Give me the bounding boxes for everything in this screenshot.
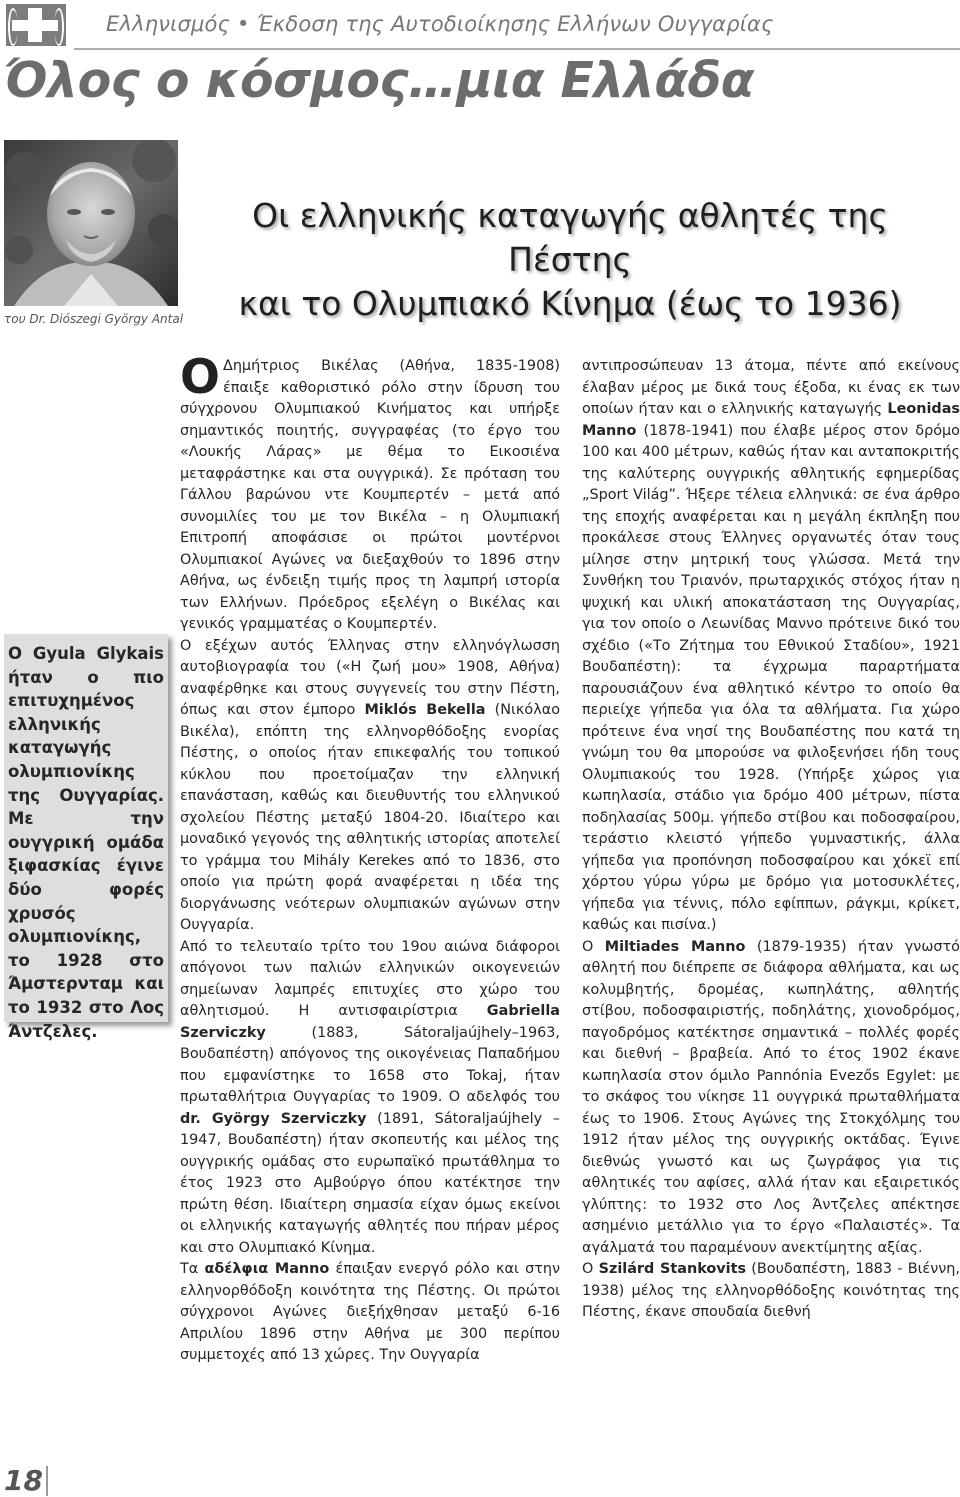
paragraph-4: Τα αδέλφια Manno έπαιξαν ενεργό ρόλο και στην ελληνορθόδοξη κοινότητα της Πέστης. Οι πρώτοι σύγχρονοι Αγώνες διεξήχθησαν μεταξύ 6-16 Απριλίου 1896 στην Αθήνα με 300 περίπου συμμετοχές από 13 χώρες. Την Ουγγαρία bbox=[180, 1261, 561, 1363]
article-column-middle bbox=[180, 350, 561, 1367]
paragraph-5: αντιπροσώπευαν 13 άτομα, πέντε από εκείνους έλαβαν μέρος με δικά τους έξοδα, κι ένας εκ των οποίων ήταν και ο ελληνικής καταγωγής Leonidas Manno (1878-1941) που έλαβε μέρος στον δρόμο 100 και 400 μέτρων, καθώς ήταν και ανταποκριτής της καλύτερης ουγγρικής αθλητικής εφημερίδας „Sport Világ”. Ήξερε τέλεια ελληνικά: σε ένα άρθρο της εποχής αναφέρεται και η μεγάλη έκπληξη που προκάλεσε στους Έλληνες οργανωτές όταν τους μίλησε στην μητρική τους γλώσσα. Μετά την Συνθήκη του Τριανόν, πρωταρχικός στόχος ήταν η ψυχική και υλική αποκατάσταση της Ουγγαρίας, για τον οποίο ο Λεωνίδας Μαννο πρότεινε δικό του σχέδιο («Το Ζήτημα του Εθνικού Σταδίου», 1921 Βουδαπέστη): τα έγχρωμα παραρτήματα παρουσιάζουν ένα αθλητικό κέντρο το οποίο θα περιείχε γήπεδα για όλα τα αθλήματα. Για χώρο πρότεινε ένα νησί της Βουδαπέστης που κατά τη γνώμη του θα μπορούσε να φιλοξενήσει ήδη τους Ολυμπιακούς του 1928. (Υπήρξε χώρος για κωπηλασία, στάδιο για δρόμο 400 μέτρων, πίστα ποδηλασίας 500μ. γήπεδο στίβου και ποδοσφαίρου, τεράστιο κλειστό γήπεδο γυμναστικής, άλλα γήπεδα για προπόνηση ποδοσφαίρου και χόκεϊ επί χόρτου γύρω γύρω με δρόμο για μοτοσυκλέτες, γήπεδα για τέννις, πόλο εφίππων, ράγκμι, κρίκετ, καθώς και πισίνα.) bbox=[582, 358, 960, 933]
page-number: 18 bbox=[4, 1464, 43, 1497]
article-title bbox=[190, 194, 950, 326]
paragraph-6: Ο Miltiades Manno (1879-1935) ήταν γνωστό αθλητή που διέπρεπε σε διάφορα αθλήματα, και ως κολυμβητής, δρομέας, κωπηλάτης, αθλητής στίβου, ποδοσφαιριστής, ποδηλάτης, χιονοδρόμος, παγοδρόμος κατέκτησε σημαντικά – πολλές φορές και διεθνή – βραβεία. Από το έτος 1902 έκανε κωπηλασία στον όμιλο Pannónia Evezős Egylet: με το σκάφος του νίκησε 11 ουγγρικά πρωταθλήματα έως το 1906. Στους Αγώνες της Στοκχόλμης του 1912 ήταν μέλος της ουγγρικής οκτάδας. Έγινε διεθνώς γνωστό και ως ζωγράφος για τις αθλητικές του αφίσες, αλλά ήταν και εξαιρετικός γλύπτης: το 1932 στο Λος Άντζελες απέκτησε ασημένιο μετάλλιο για το έργο «Παλαιστές». Τα αγάλματά του παραμένουν ανεκτίμητης αξίας. bbox=[582, 938, 960, 1256]
drop-cap: Ο bbox=[180, 350, 220, 405]
paragraph-3: Από το τελευταίο τρίτο του 19ου αιώνα διάφοροι απόγονοι των παλιών ελληνικών οικογενειών σημείωναν λαμπρές επιτυχίες στο χώρο του αθλητισμού. Η αντισφαιρίστρια Gabriella Szerviczky (1883, Sátoraljaújhely–1963, Βουδαπέστη) απόγονος της οικογένειας Παπαδήμου που εμφανίστηκε το 1658 στο Tokaj, ήταν πρωταθλήτρια Ουγγαρίας το 1909. Ο αδελφός του dr. György Szerviczky (1891, Sátoraljaújhely – 1947, Βουδαπέστη) ήταν σκοπευτής και μέλος της ουγγρικής ομάδας στο ευρωπαϊκό πρωτάθλημα το έτος 1923 στο Αμβούργο όπου κατέκτησε την πρώτη θέση. Ιδιαίτερη σημασία είχαν όμως εκείνοι οι ελληνικής καταγωγής αθλητές που πήραν μέρος και στο Ολυμπιακό Κίνημα. bbox=[180, 938, 560, 1256]
header-band bbox=[0, 0, 960, 52]
greek-flag-emblem-icon bbox=[6, 4, 66, 46]
article-title-line-1: Οι ελληνικής καταγωγής αθλητές της Πέστης bbox=[252, 196, 888, 279]
section-title: Όλος ο κόσμος…μια Ελλάδα bbox=[4, 52, 754, 109]
header-divider bbox=[74, 48, 960, 50]
page-number-divider bbox=[46, 1466, 48, 1496]
article-column-right bbox=[582, 356, 960, 1324]
publication-line: Ελληνισμός • Έκδοση της Αυτοδιοίκησης Ελλήνων Ουγγαρίας bbox=[106, 12, 774, 36]
article-title-line-2: και το Ολυμπιακό Κίνημα (έως το 1936) bbox=[238, 284, 902, 323]
author-photo bbox=[4, 140, 178, 306]
pull-quote-box bbox=[4, 634, 168, 1041]
paragraph-1: Ο Δημήτριος Βικέλας (Αθήνα, 1835-1908) έπαιξε καθοριστικό ρόλο στην ίδρυση του σύγχρονου Ολυμπιακού Κινήματος και υπήρξε σημαντικός ποιητής, συγγραφέας (το έργο του «Λουκής Λάρας» με θέμα το Εικοσιένα μεταφράστηκε και στα ουγγρικά). Σε πρόταση του Γάλλου βαρώνου ντε Κουμπερτέν – μετά από συνομιλίες του με τον Βικέλα – η Ολυμπιακή Επιτροπή αποφάσισε οι πρώτοι μοντέρνοι Ολυμπιακοί Αγώνες να διεξαχθούν το 1896 στην Αθήνα, ως ένδειξη τιμής προς τη λαμπρή ιστορία των Ελλήνων. Πρόεδρος εξελέγη ο Βικέλας και γενικός γραμματέας ο Κουμπερτέν. bbox=[180, 350, 560, 632]
paragraph-7: Ο Szilárd Stankovits (Βουδαπέστη, 1883 - Βιέννη, 1938) μέλος της ελληνορθόδοξης κοινότητας της Πέστης, έκανε σπουδαία διεθνή bbox=[582, 1261, 960, 1320]
byline: του Dr. Diószegi György Antal bbox=[4, 312, 184, 326]
paragraph-2: Ο εξέχων αυτός Έλληνας στην ελληνόγλωσση αυτοβιογραφία του («Η ζωή μου» 1908, Αθήνα) αναφέρθηκε και στους συγγενείς του στην Πέστη, όπως και στον έμπορο Miklós Bekella (Νικόλαο Βικέλα), επόπτη της ελληνορθόδοξης ενορίας Πέστης, ο οποίος ήταν επικεφαλής του τοπικού κύκλου που προετοίμαζαν την ελληνική επανάσταση, καθώς και διευθυντής του ελληνικού σχολείου Πέστης μεταξύ 1804-20. Ιδιαίτερο και μοναδικό γεγονός της αθλητικής ιστορίας αποτελεί το γράμμα του Mihály Kerekes από το 1836, στο οποίο για πρώτη φορά αναφέρεται η ιδέα της διοργάνωσης νεότερων ολυμπιακών αγώνων στην Ουγγαρία. bbox=[180, 637, 561, 933]
pull-quote-text: Ο Gyula Glykais ήταν ο πιο επιτυχημένος ελληνικής καταγωγής ολυμπιονίκης της Ουγγαρίας. Με την ουγγρική ομάδα ξιφασκίας έγινε δύο φορές χρυσός ολυμπιονίκης, το 1928 στο Άμστερνταμ και το 1932 στο Λος Άντζελες. bbox=[8, 644, 164, 1041]
